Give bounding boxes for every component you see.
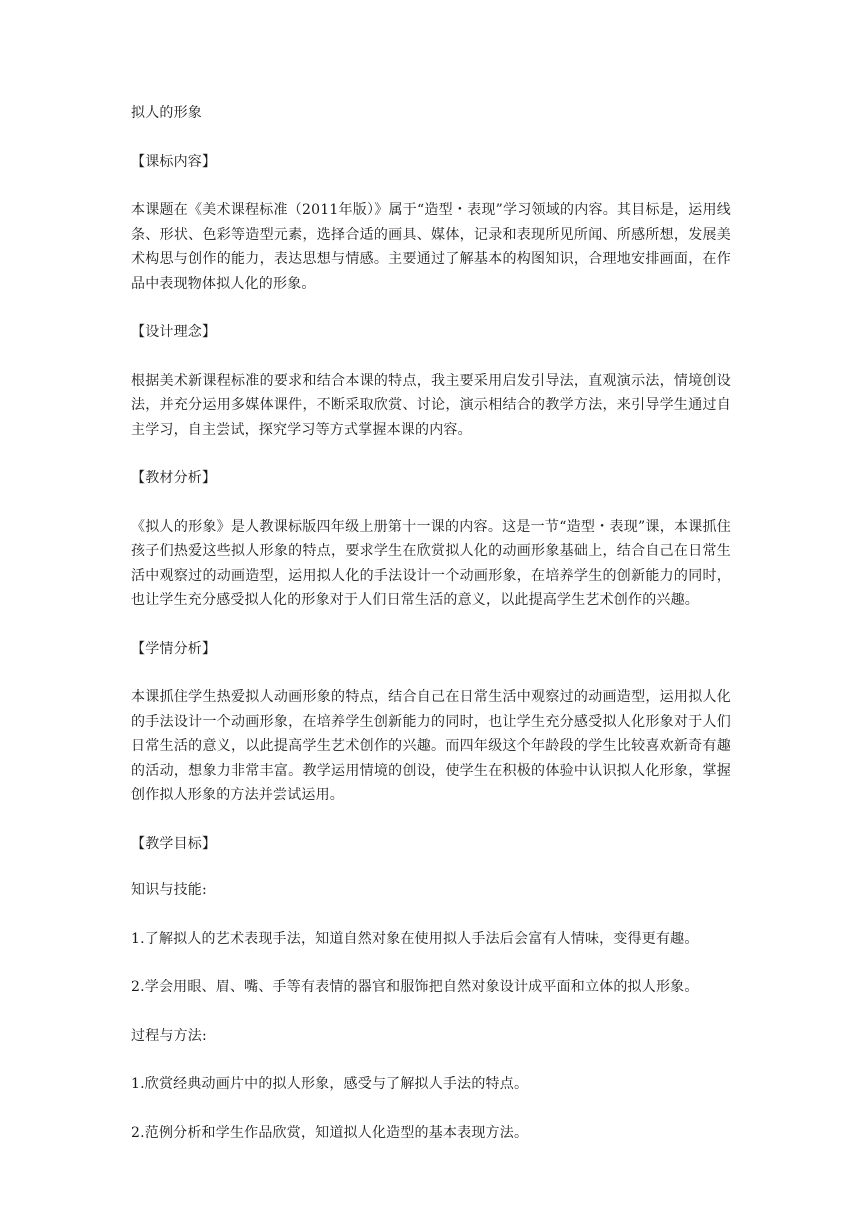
subheading-knowledge: 知识与技能: <box>131 882 207 898</box>
section-heading-students: 【学情分析】 <box>131 640 217 657</box>
knowledge-item-1: 1.了解拟人的艺术表现手法，知道自然对象在使用拟人手法后会富有人情味，变得更有趣。 <box>131 930 699 947</box>
section-heading-goals: 【教学目标】 <box>131 835 217 852</box>
knowledge-item-2: 2.学会用眼、眉、嘴、手等有表情的器官和服饰把自然对象设计成平面和立体的拟人形象。 <box>131 979 699 995</box>
paragraph-standard: 本课题在《美术课程标准（2011年版）》属于“造型・表现”学习领域的内容。其目标是，运用线条、形状、色彩等造型元素，选择合适的画具、媒体，记录和表现所见所闻、所感所想，发展美术构思与创作的能力，表达思想与情感。主要通过了解基本的构图知识，合理地安排画面，在作品中表现物体拟人化的形象。 <box>131 202 731 292</box>
paragraph-students: 本课抓住学生热爱拟人动画形象的特点，结合自己在日常生活中观察过的动画造型，运用拟人化的手法设计一个动画形象，在培养学生创新能力的同时，也让学生充分感受拟人化形象对于人们日常生活的意义，以此提高学生艺术创作的兴趣。而四年级这个年龄段的学生比较喜欢新奇有趣的活动，想象力非常丰富。教学运用情境的创设，使学生在积极的体验中认识拟人化形象，掌握创作拟人形象的方法并尝试运用。 <box>131 689 731 803</box>
paragraph-design: 根据美术新课程标准的要求和结合本课的特点，我主要采用启发引导法，直观演示法，情境创设法，并充分运用多媒体课件，不断采取欣赏、讨论，演示相结合的教学方法，来引导学生通过自主学习，自主尝试，探究学习等方式掌握本课的内容。 <box>131 372 731 438</box>
document-page <box>131 101 731 1145</box>
process-item-1: 1.欣赏经典动画片中的拟人形象，感受与了解拟人手法的特点。 <box>131 1076 529 1092</box>
section-heading-design: 【设计理念】 <box>131 324 217 340</box>
subheading-process: 过程与方法: <box>131 1027 207 1044</box>
document-title: 拟人的形象 <box>131 105 202 121</box>
section-heading-material: 【教材分析】 <box>131 470 217 486</box>
process-item-2: 2.范例分析和学生作品欣赏，知道拟人化造型的基本表现方法。 <box>131 1124 529 1141</box>
section-heading-standard: 【课标内容】 <box>131 153 217 170</box>
paragraph-material: 《拟人的形象》是人教课标版四年级上册第十一课的内容。这是一节“造型・表现”课，本课抓住孩子们热爱这些拟人形象的特点，要求学生在欣赏拟人化的动画形象基础上，结合自己在日常生活中观察过的动画造型，运用拟人化的手法设计一个动画形象，在培养学生的创新能力的同时，也让学生充分感受拟人化的形象对于人们日常生活的意义，以此提高学生艺术创作的兴趣。 <box>131 518 731 608</box>
